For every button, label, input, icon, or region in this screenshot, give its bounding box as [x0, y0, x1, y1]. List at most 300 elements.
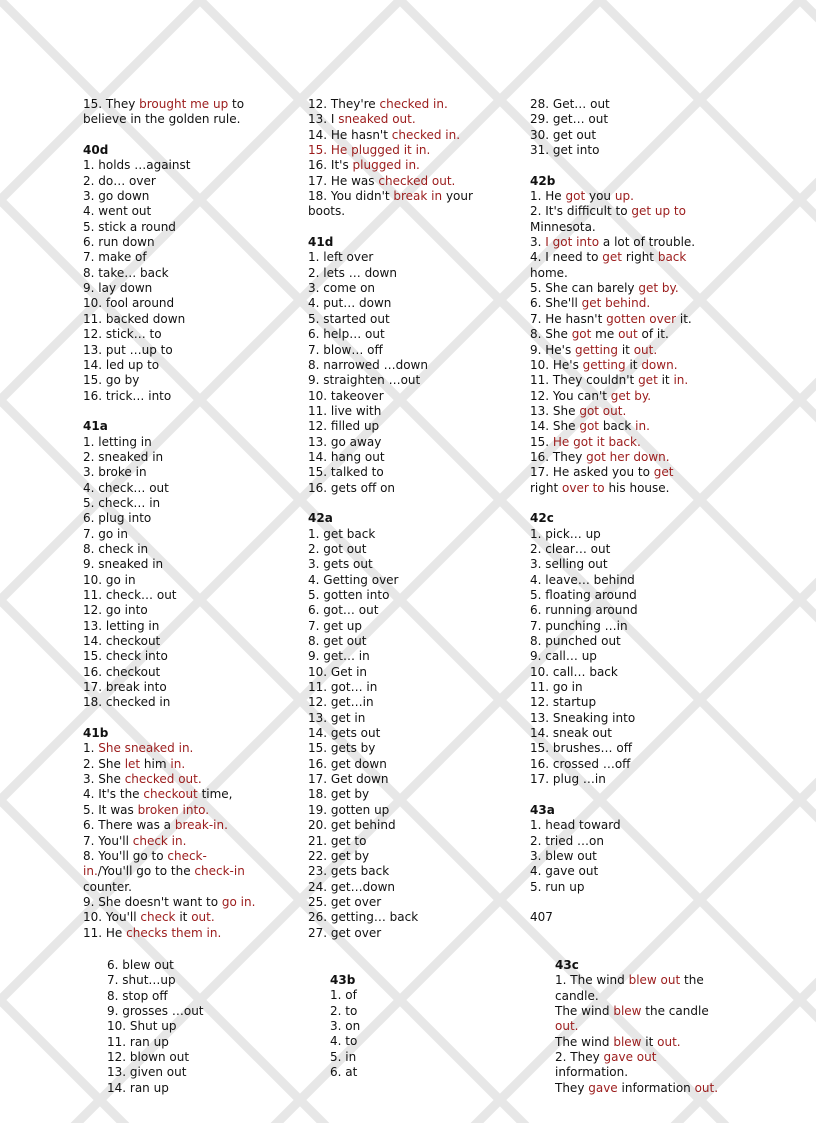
- answer-column-4: [107, 958, 287, 1096]
- answer-text: 13. letting in: [83, 618, 160, 633]
- answer-line: [308, 695, 523, 710]
- answer-text: 16. crossed …off: [530, 756, 631, 771]
- answer-line: [530, 665, 785, 680]
- answer-text: 10. Shut up: [107, 1019, 177, 1034]
- answer-line: [330, 1050, 450, 1065]
- answer-text: 14. He hasn't: [308, 127, 392, 142]
- answer-line: [83, 864, 298, 879]
- highlighted-phrasal-verb: getting: [582, 357, 626, 372]
- answer-text: They: [555, 1080, 589, 1095]
- answer-text: the candle: [641, 1004, 709, 1019]
- highlighted-phrasal-verb: out.: [694, 1080, 719, 1095]
- answer-line: [308, 112, 523, 127]
- spacer: [83, 404, 298, 419]
- answer-line: [308, 787, 523, 802]
- answer-text: 7. punching …in: [530, 618, 628, 633]
- answer-column-3: [530, 97, 785, 926]
- answer-line: [530, 726, 785, 741]
- answer-line: [83, 112, 298, 127]
- answer-text: 16. It's: [308, 158, 353, 173]
- answer-text: 8. punched out: [530, 634, 621, 649]
- answer-text: 31. get into: [530, 143, 600, 158]
- highlighted-phrasal-verb: checked out.: [378, 173, 456, 188]
- answer-line: [83, 834, 298, 849]
- answer-line: [83, 496, 298, 511]
- answer-line: [530, 97, 785, 112]
- answer-text: a lot of trouble.: [599, 235, 696, 250]
- answer-line: [83, 296, 298, 311]
- answer-line: [530, 266, 785, 281]
- answer-text: 23. gets back: [308, 864, 390, 879]
- answer-text: 14. hang out: [308, 449, 385, 464]
- answer-line: [83, 573, 298, 588]
- highlighted-phrasal-verb: get up to: [631, 204, 686, 219]
- answer-line: [308, 834, 523, 849]
- spacer: [308, 496, 523, 511]
- answer-text: 12. They're: [308, 97, 380, 111]
- answer-line: [530, 404, 785, 419]
- answer-text: The wind: [555, 1004, 614, 1019]
- answer-text: 4. leave… behind: [530, 572, 635, 587]
- answer-line: [555, 1065, 805, 1080]
- answer-text: 10. takeover: [308, 388, 384, 403]
- section-heading: 43a: [530, 802, 555, 817]
- answer-line: [83, 450, 298, 465]
- answer-text: 8. She: [530, 327, 572, 342]
- answer-line: [83, 204, 298, 219]
- answer-text: 16. trick… into: [83, 388, 172, 403]
- answer-line: [530, 128, 785, 143]
- answer-text: 2. clear… out: [530, 541, 611, 556]
- answer-text: 3. on: [330, 1019, 361, 1034]
- answer-text: 9. get… in: [308, 649, 370, 664]
- answer-text: 11. check… out: [83, 588, 177, 602]
- answer-line: [530, 711, 785, 726]
- answer-line: [107, 1050, 287, 1065]
- answer-text: 7. blow… off: [308, 342, 383, 357]
- answer-text: 3. come on: [308, 281, 376, 296]
- highlighted-phrasal-verb: get: [638, 373, 658, 388]
- answer-line: [107, 1004, 287, 1019]
- highlighted-phrasal-verb: He got it back.: [552, 434, 641, 449]
- answer-text: 4. I need to: [530, 250, 603, 265]
- spacer: [530, 158, 785, 173]
- answer-text: his house.: [604, 480, 670, 495]
- highlighted-phrasal-verb: got: [571, 327, 592, 342]
- answer-text: the: [680, 973, 704, 988]
- answer-line: [530, 757, 785, 772]
- answer-line: [308, 343, 523, 358]
- answer-line: [530, 772, 785, 787]
- answer-text: 5. check… in: [83, 495, 161, 510]
- answer-text: it: [625, 357, 642, 372]
- answer-text: 3. blew out: [530, 848, 597, 863]
- highlighted-phrasal-verb: blew: [613, 1034, 642, 1049]
- answer-text: 6. run down: [83, 235, 155, 250]
- answer-text: counter.: [83, 879, 132, 894]
- answer-text: 15. check into: [83, 649, 168, 664]
- answer-text: 1.: [83, 741, 99, 756]
- answer-line: [107, 973, 287, 988]
- answer-text: believe in the golden rule.: [83, 112, 241, 127]
- answer-line: [308, 358, 523, 373]
- answer-line: [308, 97, 523, 112]
- answer-line: [308, 327, 523, 342]
- answer-line: [107, 1019, 287, 1034]
- highlighted-phrasal-verb: got out.: [579, 403, 627, 418]
- answer-text: to: [228, 97, 245, 111]
- answer-line: [530, 864, 785, 879]
- highlighted-phrasal-verb: out.: [191, 910, 215, 925]
- answer-line: [308, 680, 523, 695]
- answer-line: [530, 204, 785, 219]
- answer-text: 2. She: [83, 756, 125, 771]
- answer-text: 6. got… out: [308, 603, 379, 618]
- answer-line: [83, 849, 298, 864]
- section-heading: 43b: [330, 973, 356, 987]
- answer-text: 15. brushes… off: [530, 741, 632, 756]
- answer-text: 7. shut…up: [107, 973, 176, 988]
- highlighted-phrasal-verb: over to: [562, 480, 605, 495]
- answer-line: [330, 1065, 450, 1080]
- answer-line: [308, 910, 523, 925]
- answer-line: [83, 312, 298, 327]
- answer-text: 11. They couldn't: [530, 373, 639, 388]
- answer-line: [308, 174, 523, 189]
- answer-text: back: [599, 419, 636, 434]
- answer-text: 4. Getting over: [308, 572, 399, 587]
- answer-line: [555, 973, 805, 988]
- highlighted-phrasal-verb: out.: [657, 1034, 681, 1049]
- answer-text: 3. She: [83, 772, 125, 787]
- answer-text: 9. grosses …out: [107, 1004, 204, 1019]
- answer-text: 13. given out: [107, 1065, 187, 1080]
- answer-line: [308, 864, 523, 879]
- answer-text: information.: [555, 1065, 629, 1080]
- answer-line: [83, 220, 298, 235]
- spacer: [308, 220, 523, 235]
- spacer: [83, 128, 298, 143]
- answer-text: 3. broke in: [83, 465, 147, 480]
- answer-line: [308, 143, 523, 158]
- answer-line: [555, 1081, 805, 1096]
- answer-text: him: [140, 756, 171, 771]
- answer-line: [530, 327, 785, 342]
- answer-text: 10. You'll: [83, 910, 141, 925]
- highlighted-phrasal-verb: break-in.: [174, 818, 228, 833]
- answer-text: 9. She doesn't want to: [83, 894, 222, 909]
- answer-text: 13. get in: [308, 710, 366, 725]
- answer-line: [83, 649, 298, 664]
- answer-line: [308, 895, 523, 910]
- answer-text: 8. check in: [83, 541, 149, 556]
- answer-text: 12. get…in: [308, 695, 374, 710]
- answer-line: [308, 266, 523, 281]
- answer-line: [530, 312, 785, 327]
- answer-line: [308, 373, 523, 388]
- answer-text: 18. get by: [308, 787, 370, 802]
- highlighted-phrasal-verb: got: [579, 419, 599, 434]
- answer-text: 6. She'll: [530, 296, 582, 311]
- answer-line: [530, 112, 785, 127]
- answer-line: [83, 895, 298, 910]
- answer-text: 5. started out: [308, 311, 390, 326]
- answer-text: you: [585, 189, 615, 204]
- answer-text: candle.: [555, 988, 599, 1003]
- answer-line: [308, 312, 523, 327]
- answer-text: right: [622, 250, 658, 265]
- answer-text: 4. put… down: [308, 296, 392, 311]
- answer-line: [83, 542, 298, 557]
- highlighted-phrasal-verb: in.: [673, 373, 689, 388]
- highlighted-phrasal-verb: checkout: [143, 787, 198, 802]
- answer-text: 13. put …up to: [83, 342, 173, 357]
- answer-text: 8. get out: [308, 634, 367, 649]
- highlighted-phrasal-verb: brought me up: [139, 97, 229, 111]
- highlighted-phrasal-verb: sneaked out.: [338, 112, 416, 127]
- answer-line: [308, 619, 523, 634]
- answer-text: 2. lets … down: [308, 265, 397, 280]
- answer-text: 4. to: [330, 1034, 358, 1049]
- answer-text: 2. got out: [308, 541, 367, 556]
- answer-line: [83, 772, 298, 787]
- answer-line: [83, 266, 298, 281]
- highlighted-phrasal-verb: check in.: [132, 833, 187, 848]
- section-heading: 42c: [530, 511, 554, 526]
- answer-text: 6. blew out: [107, 958, 174, 972]
- answer-text: 15. They: [83, 97, 140, 111]
- answer-text: 9. He's: [530, 342, 576, 357]
- answer-line: [530, 634, 785, 649]
- answer-line: [83, 603, 298, 618]
- answer-text: 2. They: [555, 1050, 604, 1065]
- answer-text: 2. do… over: [83, 173, 156, 188]
- answer-text: of it.: [637, 327, 669, 342]
- answer-line: [83, 389, 298, 404]
- answer-text: 11. He: [83, 925, 127, 940]
- answer-text: 7. You'll: [83, 833, 133, 848]
- highlighted-phrasal-verb: down.: [641, 357, 678, 372]
- answer-text: 6. running around: [530, 603, 638, 618]
- answer-line: [308, 128, 523, 143]
- answer-line: [83, 910, 298, 925]
- answer-line: [530, 910, 785, 925]
- answer-line: [555, 1050, 805, 1065]
- answer-line: [530, 343, 785, 358]
- answer-text: 7. He hasn't: [530, 311, 607, 326]
- answer-line: [555, 989, 805, 1004]
- answer-line: [107, 1065, 287, 1080]
- spacer: [530, 895, 785, 910]
- answer-line: [83, 465, 298, 480]
- answer-text: The wind: [555, 1034, 614, 1049]
- answer-line: [308, 711, 523, 726]
- highlighted-phrasal-verb: gotten over: [606, 311, 677, 326]
- answer-line: [83, 343, 298, 358]
- answer-line: [330, 1004, 450, 1019]
- answer-line: [530, 189, 785, 204]
- answer-text: 16. checkout: [83, 664, 161, 679]
- highlighted-phrasal-verb: checks them in.: [126, 925, 222, 940]
- answer-text: 2. to: [330, 1003, 358, 1018]
- answer-text: 5. stick a round: [83, 219, 176, 234]
- answer-column-2: [308, 97, 523, 941]
- answer-text: 7. make of: [83, 250, 147, 265]
- answer-text: 14. She: [530, 419, 580, 434]
- answer-line: [308, 818, 523, 833]
- answer-text: 13. go away: [308, 434, 382, 449]
- answer-column-1: [83, 97, 298, 941]
- answer-line: [530, 741, 785, 756]
- answer-line: [530, 603, 785, 618]
- answer-text: 15. go by: [83, 373, 140, 388]
- answer-line: [308, 557, 523, 572]
- answer-line: [83, 680, 298, 695]
- answer-line: [83, 818, 298, 833]
- answer-text: 10. He's: [530, 357, 583, 372]
- highlighted-phrasal-verb: in.: [170, 756, 186, 771]
- answer-line: [83, 757, 298, 772]
- answer-text: 10. fool around: [83, 296, 175, 311]
- answer-text: 10. call… back: [530, 664, 618, 679]
- section-heading: 41b: [83, 726, 109, 741]
- answer-line: [530, 389, 785, 404]
- answer-line: [530, 481, 785, 496]
- answer-text: 30. get out: [530, 127, 597, 142]
- answer-text: 22. get by: [308, 848, 370, 863]
- answer-text: Minnesota.: [530, 219, 596, 234]
- answer-text: 1. left over: [308, 250, 374, 265]
- answer-text: 3. gets out: [308, 557, 373, 572]
- answer-line: [308, 880, 523, 895]
- answer-text: 407: [530, 910, 553, 925]
- answer-line: [530, 588, 785, 603]
- answer-text: 12. filled up: [308, 419, 380, 434]
- answer-text: 11. go in: [530, 680, 583, 695]
- highlighted-phrasal-verb: get: [602, 250, 622, 265]
- answer-text: 18. You didn't: [308, 189, 394, 204]
- answer-line: [107, 1081, 287, 1096]
- answer-line: [530, 235, 785, 250]
- answer-text: 24. get…down: [308, 879, 395, 894]
- answer-text: 9. lay down: [83, 281, 153, 296]
- answer-line: [308, 849, 523, 864]
- answer-text: 19. gotten up: [308, 802, 390, 817]
- answer-text: your: [442, 189, 473, 204]
- answer-text: 1. holds …against: [83, 158, 191, 173]
- answer-text: 11. got… in: [308, 680, 378, 695]
- highlighted-phrasal-verb: get by.: [610, 388, 652, 403]
- answer-text: 1. get back: [308, 526, 376, 541]
- answer-line: [83, 435, 298, 450]
- answer-text: it: [641, 1034, 658, 1049]
- answer-text: 11. live with: [308, 403, 382, 418]
- section-heading: 42b: [530, 173, 556, 188]
- answer-text: 14. ran up: [107, 1080, 169, 1095]
- highlighted-phrasal-verb: gave: [588, 1080, 618, 1095]
- highlighted-phrasal-verb: She sneaked in.: [98, 741, 194, 756]
- answer-text: 10. Get in: [308, 664, 368, 679]
- answer-line: [308, 250, 523, 265]
- highlighted-phrasal-verb: out: [618, 327, 638, 342]
- answer-line: [308, 772, 523, 787]
- answer-line: [330, 1019, 450, 1034]
- answer-text: 12. go into: [83, 603, 148, 618]
- answer-line: [308, 435, 523, 450]
- answer-text: 18. checked in: [83, 695, 171, 710]
- answer-text: 17. He was: [308, 173, 379, 188]
- answer-text: 5. floating around: [530, 588, 637, 602]
- highlighted-phrasal-verb: check-in: [194, 864, 245, 879]
- answer-text: 14. led up to: [83, 357, 160, 372]
- answer-line: [308, 450, 523, 465]
- answer-line: [308, 603, 523, 618]
- answer-line: [308, 204, 523, 219]
- answer-line: [308, 296, 523, 311]
- answer-text: 4. It's the: [83, 787, 144, 802]
- answer-line: [530, 649, 785, 664]
- answer-text: 12. stick… to: [83, 327, 162, 342]
- answer-text: /You'll go to the: [97, 864, 195, 879]
- answer-text: 17. plug …in: [530, 772, 606, 787]
- answer-line: [83, 695, 298, 710]
- answer-line: [555, 1035, 805, 1050]
- answer-text: 29. get… out: [530, 112, 609, 127]
- answer-line: [83, 926, 298, 941]
- answer-text: 14. sneak out: [530, 726, 612, 741]
- answer-line: [530, 450, 785, 465]
- highlighted-phrasal-verb: checked out.: [124, 772, 202, 787]
- answer-text: 6. at: [330, 1065, 358, 1080]
- highlighted-phrasal-verb: got her down.: [586, 449, 670, 464]
- answer-line: [530, 373, 785, 388]
- answer-text: home.: [530, 265, 568, 280]
- answer-text: 3.: [530, 235, 546, 250]
- answer-text: 14. gets out: [308, 726, 381, 741]
- answer-line: [330, 1034, 450, 1049]
- answer-text: 17. Get down: [308, 772, 389, 787]
- highlighted-phrasal-verb: blew: [613, 1004, 642, 1019]
- answer-text: 4. went out: [83, 204, 152, 219]
- answer-text: it: [657, 373, 674, 388]
- spacer: [83, 711, 298, 726]
- highlighted-phrasal-verb: plugged in.: [352, 158, 420, 173]
- answer-text: me: [591, 327, 619, 342]
- answer-line: [83, 281, 298, 296]
- answer-text: 17. He asked you to: [530, 465, 654, 480]
- answer-line: [83, 481, 298, 496]
- highlighted-phrasal-verb: in.: [635, 419, 650, 434]
- answer-text: right: [530, 480, 563, 495]
- answer-line: [530, 296, 785, 311]
- answer-line: [83, 741, 298, 756]
- answer-line: [555, 1004, 805, 1019]
- answer-line: [83, 158, 298, 173]
- answer-text: 5. She can barely: [530, 281, 639, 296]
- answer-text: 1. He: [530, 189, 566, 204]
- answer-line: [308, 757, 523, 772]
- answer-text: 9. call… up: [530, 649, 597, 664]
- answer-line: [530, 573, 785, 588]
- answer-text: 1. head toward: [530, 818, 621, 833]
- answer-line: [308, 649, 523, 664]
- answer-text: information: [617, 1080, 695, 1095]
- answer-line: [83, 665, 298, 680]
- answer-line: [530, 542, 785, 557]
- answer-text: 3. go down: [83, 189, 150, 204]
- answer-text: 26. getting… back: [308, 910, 419, 925]
- answer-column-6: [555, 958, 805, 1096]
